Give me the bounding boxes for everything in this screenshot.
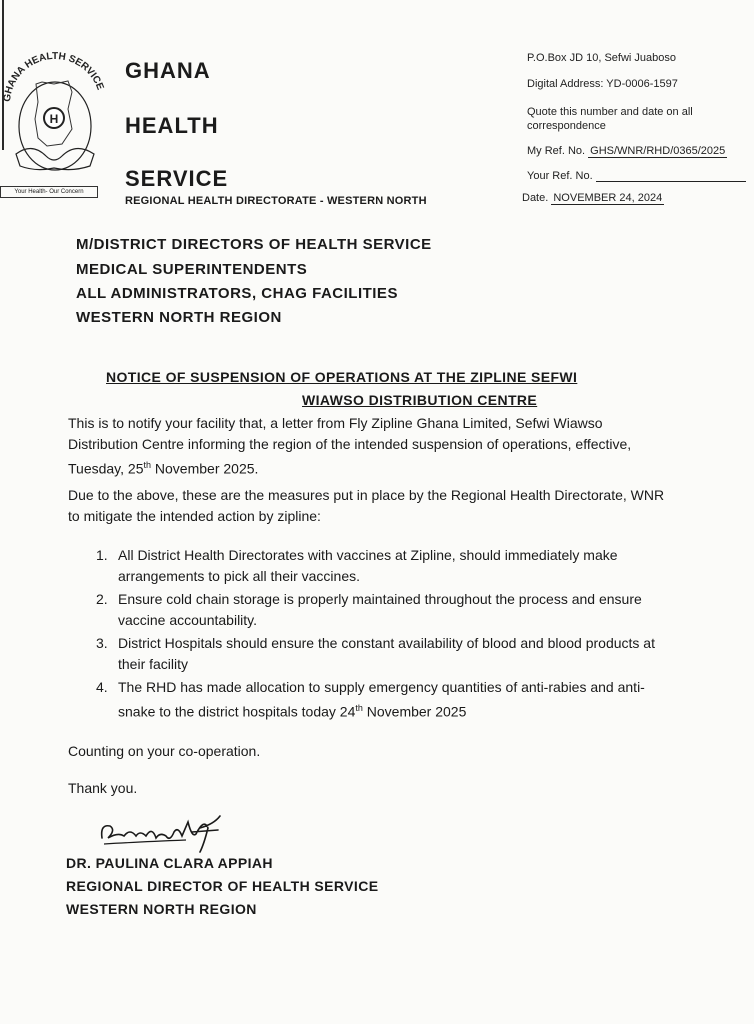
list-item	[96, 545, 666, 587]
list-item-text: District Hospitals should ensure the constant availability of blood and blood products at their facility	[118, 635, 655, 672]
closing-line: Counting on your co-operation.	[68, 743, 261, 759]
my-ref	[527, 145, 727, 158]
handwritten-signature	[96, 808, 246, 856]
body-paragraph-2: Due to the above, these are the measures put in place by the Regional Health Directorate, WNR to mitigate the intended action by zipline:	[68, 487, 665, 524]
signer-region: WESTERN NORTH REGION	[66, 901, 257, 917]
quote-note: Quote this number and date on all correspondence	[527, 106, 693, 132]
notice-title-line2: WIAWSO DISTRIBUTION CENTRE	[302, 392, 538, 408]
your-ref	[527, 170, 746, 182]
ghana-health-service-logo	[2, 34, 110, 206]
list-item-number: 4.	[96, 679, 108, 695]
my-ref-value: GHS/WNR/RHD/0365/2025	[590, 145, 726, 157]
list-item-text: All District Health Directorates with vaccines at Zipline, should immediately make arrangements to pick all their vaccines.	[118, 547, 618, 584]
list-item-number: 1.	[96, 547, 108, 563]
your-ref-blank	[596, 170, 746, 182]
date-value: NOVEMBER 24, 2024	[553, 192, 663, 204]
recipient-line: M/DISTRICT DIRECTORS OF HEALTH SERVICE	[76, 236, 432, 253]
your-ref-label: Your Ref. No.	[527, 170, 593, 182]
logo-emblem-icon	[2, 34, 110, 194]
my-ref-label: My Ref. No.	[527, 145, 586, 157]
list-item	[96, 633, 666, 675]
list-item	[96, 589, 666, 631]
list-item-number: 3.	[96, 635, 108, 651]
date-label: Date.	[522, 192, 549, 204]
body-p1-text: This is to notify your facility that, a letter from Fly Zipline Ghana Limited, Sefwi Wiawso Distribution Centre informing the region of the intended suspension of operations, effective, Tuesday, 25	[68, 415, 632, 477]
list-item-text-end: November 2025	[362, 703, 467, 720]
list-item-text: The RHD has made allocation to supply emergency quantities of anti-rabies and anti-snake to the district hospitals today 24	[118, 679, 645, 720]
org-name-line2: HEALTH	[125, 113, 219, 138]
measures-list	[96, 545, 666, 725]
org-name-line1: GHANA	[125, 58, 211, 83]
recipient-line: ALL ADMINISTRATORS, CHAG FACILITIES	[76, 285, 398, 302]
list-item-text: Ensure cold chain storage is properly maintained throughout the process and ensure vaccine accountability.	[118, 591, 642, 628]
letter-date	[522, 192, 664, 205]
body-p1-text-end: November 2025.	[151, 460, 259, 477]
po-box: P.O.Box JD 10, Sefwi Juaboso	[527, 52, 676, 64]
svg-text:H: H	[49, 112, 59, 126]
signer-title: REGIONAL DIRECTOR OF HEALTH SERVICE	[66, 878, 379, 894]
signer-name: DR. PAULINA CLARA APPIAH	[66, 855, 273, 871]
body-p1-sup: th	[143, 460, 152, 470]
logo-tagline: Your Health- Our Concern	[0, 186, 98, 198]
notice-title-line1: NOTICE OF SUSPENSION OF OPERATIONS AT THE ZIPLINE SEFWI	[106, 369, 578, 385]
recipient-line: MEDICAL SUPERINTENDENTS	[76, 261, 308, 278]
list-item-number: 2.	[96, 591, 108, 607]
recipient-line: WESTERN NORTH REGION	[76, 309, 282, 326]
directorate-name: REGIONAL HEALTH DIRECTORATE - WESTERN NORTH	[125, 195, 427, 207]
thanks-line: Thank you.	[68, 780, 138, 796]
svg-text:GHANA HEALTH SERVICE: GHANA HEALTH SERVICE	[2, 50, 106, 103]
org-name-line3: SERVICE	[125, 166, 229, 191]
body-paragraph-1	[68, 413, 668, 480]
digital-address: Digital Address: YD-0006-1597	[527, 78, 678, 90]
list-item	[96, 677, 666, 723]
list-item-sup: th	[355, 703, 363, 713]
